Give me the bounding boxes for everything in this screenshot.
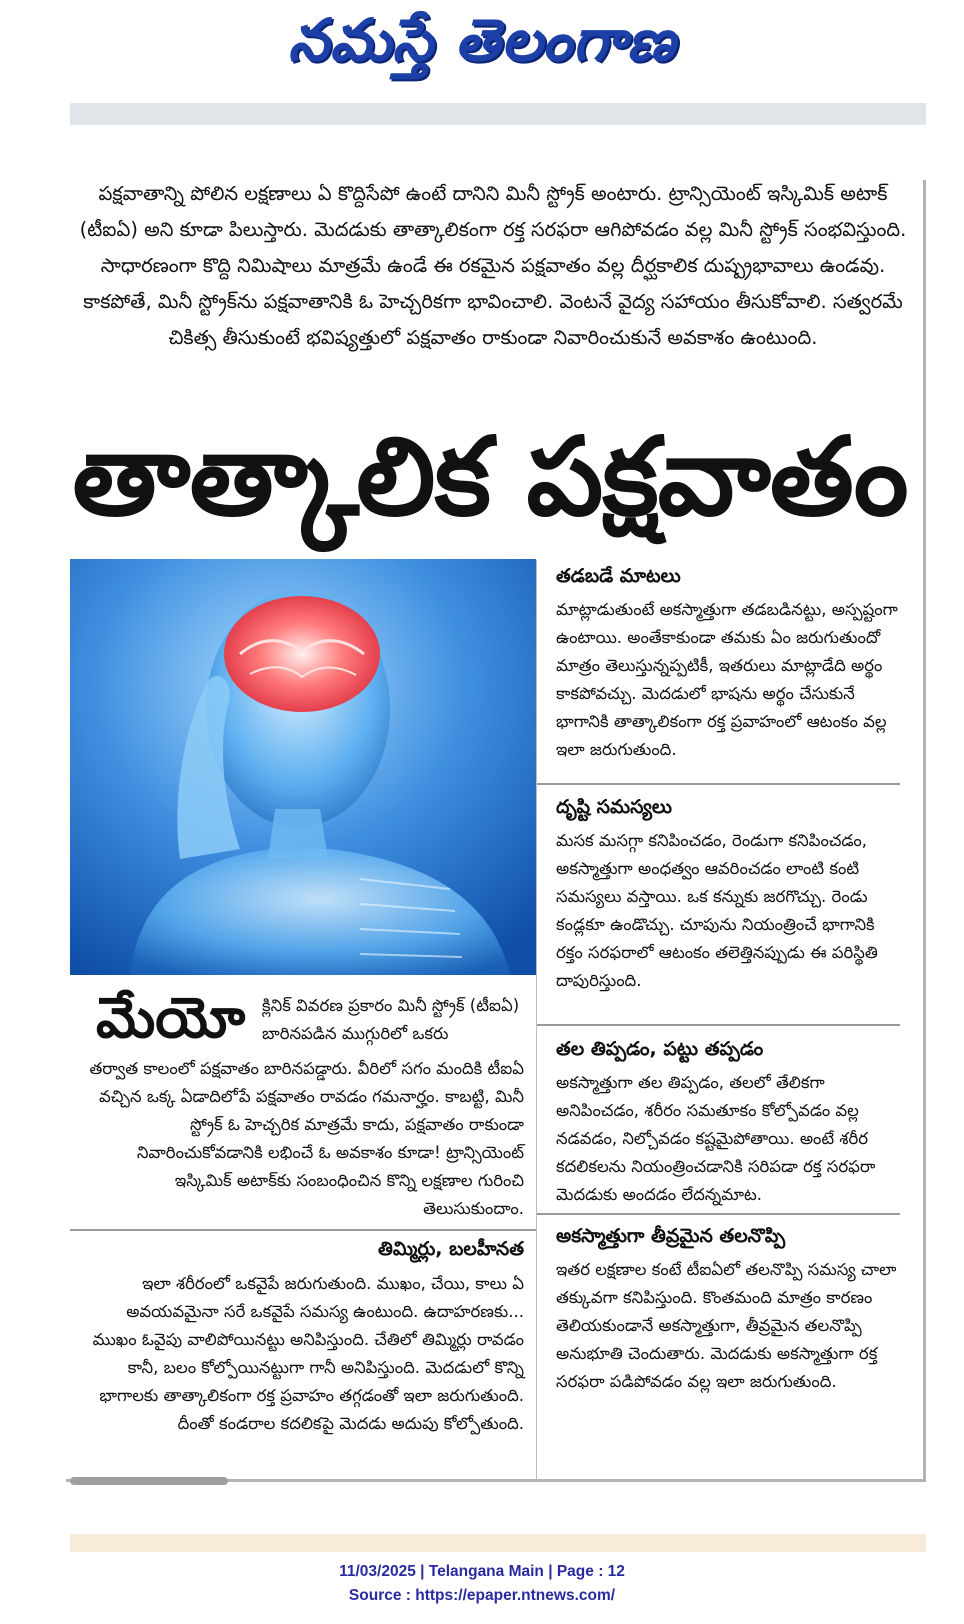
- brain-illustration-photo: [70, 559, 536, 975]
- bottom-divider-bar: [70, 1534, 926, 1552]
- masthead: [0, 0, 964, 90]
- horizontal-scrollbar[interactable]: [70, 1477, 228, 1485]
- side-section-vision-problems: [556, 793, 900, 995]
- section-title: దృష్టి సమస్యలు: [556, 796, 672, 818]
- side-section-dizziness: [556, 1035, 900, 1209]
- section-body: అకస్మాత్తుగా తల తిప్పడం, తలలో తేలికగా అనిపించడం, శరీరం సమతూకం కోల్పోవడం వల్ల నడవడం, నిల్చోవడం కష్టమైపోతాయి. అంటే శరీర కదలికలను నియంత్రించడానికి సరిపడా రక్త సరఫరా మెదడుకు అందడం లేదన్నమాట.: [556, 1073, 876, 1204]
- section-body: మసక మసగ్గా కనిపించడం, రెండుగా కనిపించడం, అకస్మాత్తుగా అంధత్వం ఆవరించడం లాంటి కంటి సమస్యలు వస్తాయి. ఒక కన్నుకు జరగొచ్చు. రెండు కండ్లకూ ఉండొచ్చు. చూపును నియంత్రించే భాగానికి రక్తం సరఫరాలో ఆటంకం తలెత్తినప్పుడు ఈ పరిస్థితి దాపురిస్తుంది.: [556, 831, 878, 990]
- side-section-sudden-headache: [556, 1222, 900, 1396]
- section-divider: [537, 1213, 900, 1215]
- mayo-paragraph-start: క్లినిక్ వివరణ ప్రకారం మినీ స్ట్రోక్ (టీఐఏ) బారినపడిన ముగ్గురిలో ఒకరు: [262, 996, 520, 1043]
- masthead-title: నమస్తే తెలంగాణ: [288, 6, 676, 74]
- intro-paragraph: పక్షవాతాన్ని పోలిన లక్షణాలు ఏ కొద్దిసేపో ఉంటే దానిని మినీ స్ట్రోక్ అంటారు. ట్రాన్సియెంట్ ఇస్కిమిక్ అటాక్ (టీఐఏ) అని కూడా పిలుస్తారు. మెదడుకు తాత్కాలికంగా రక్త సరఫరా ఆగిపోవడం వల్ల మినీ స్ట్రోక్ సంభవిస్తుంది. సాధారణంగా కొద్ది నిమిషాలు మాత్రమే ఉండే ఈ రకమైన పక్షవాతం వల్ల దీర్ఘకాలిక దుష్ప్రభావాలు ఉండవు. కాకపోతే, మినీ స్ట్రోక్‌ను పక్షవాతానికి ఓ హెచ్చరికగా భావించాలి. వెంటనే వైద్య సహాయం తీసుకోవాలి. సత్వరమే చికిత్స తీసుకుంటే భవిష్యత్తులో పక్షవాతం రాకుండా నివారించుకునే అవకాశం ఉంటుంది.: [79, 182, 907, 349]
- brain-illustration: [70, 559, 536, 975]
- top-divider-bar: [70, 103, 926, 125]
- section-title: అకస్మాత్తుగా తీవ్రమైన తలనొప్పి: [556, 1225, 786, 1247]
- footer-edition-info: 11/03/2025 | Telangana Main | Page : 12: [339, 1563, 625, 1580]
- mayo-paragraph-rest: తర్వాత కాలంలో పక్షవాతం బారినపడ్డారు. వీరిలో సగం మందికి టీఐఏ వచ్చిన ఒక్క ఏడాదిలోపే పక్షవాతం రావడం గమనార్హం. కాబట్టి, మినీ స్ట్రోక్ ఓ హెచ్చరిక మాత్రమే కాదు, పక్షవాతం రాకుండా నివారించుకోవడానికి లభించే ఓ అవకాశం కూడా! ట్రాన్సియెంట్ ఇస్కిమిక్ అటాక్‌కు సంబంధించిన కొన్ని లక్షణాల గురించి తెలుసుకుందాం.: [89, 1059, 524, 1218]
- column-divider: [536, 560, 537, 1482]
- section-body: మాట్లాడుతుంటే అకస్మాత్తుగా తడబడినట్టు, అస్పష్టంగా ఉంటాయి. అంతేకాకుండా తమకు ఏం జరుగుతుందో మాత్రం తెలుస్తున్నప్పటికీ, ఇతరులు మాట్లాడేది అర్థం కాకపోవచ్చు. మెదడులో భాషను అర్థం చేసుకునే భాగానికి తాత్కాలికంగా రక్త ప్రవాహంలో ఆటంకం వల్ల ఇలా జరుగుతుంది.: [556, 600, 898, 759]
- page-footer: [0, 1560, 964, 1608]
- section-title: తడబడే మాటలు: [556, 565, 681, 587]
- drop-cap-word: మేయో: [96, 986, 246, 1051]
- side-section-slurred-speech: [556, 562, 900, 764]
- footer-source: Source : https://epaper.ntnews.com/: [348, 1587, 616, 1604]
- section-body-numbness: ఇలా శరీరంలో ఒకవైపే జరుగుతుంది. ముఖం, చేయి, కాలు ఏ అవయవమైనా సరే ఒకవైపే సమస్య ఉంటుంది. ఉదాహరణకు... ముఖం ఓవైపు వాలిపోయినట్టు అనిపిస్తుంది. చేతిలో తిమ్మిర్లు రావడం కానీ, బలం కోల్పోయినట్టుగా గానీ అనిపిస్తుంది. మెదడులో కొన్ని భాగాలకు తాత్కాలికంగా రక్త ప్రవాహం తగ్గడంతో ఇలా జరుగుతుంది. దీంతో కండరాల కదలికపై మెదడు అదుపు కోల్పోతుంది.: [92, 1274, 524, 1433]
- section-divider: [537, 783, 900, 785]
- headline: తాత్కాలిక పక్షవాతం: [72, 415, 908, 540]
- section-title: తల తిప్పడం, పట్టు తప్పడం: [556, 1038, 764, 1060]
- section-title-numbness: తిమ్మిర్లు, బలహీనత: [378, 1238, 524, 1260]
- section-divider: [537, 1024, 900, 1026]
- section-divider: [70, 1229, 536, 1231]
- section-body: ఇతర లక్షణాల కంటే టీఐఏలో తలనొప్పి సమస్య చాలా తక్కువగా కనిపిస్తుంది. కొంతమంది మాత్రం కారణం తెలియకుండానే అకస్మాత్తుగా, తీవ్రమైన తలనొప్పి అనుభూతి చెందుతారు. మెదడుకు అకస్మాత్తుగా రక్త సరఫరా పడిపోవడం వల్ల ఇలా జరుగుతుంది.: [556, 1260, 897, 1391]
